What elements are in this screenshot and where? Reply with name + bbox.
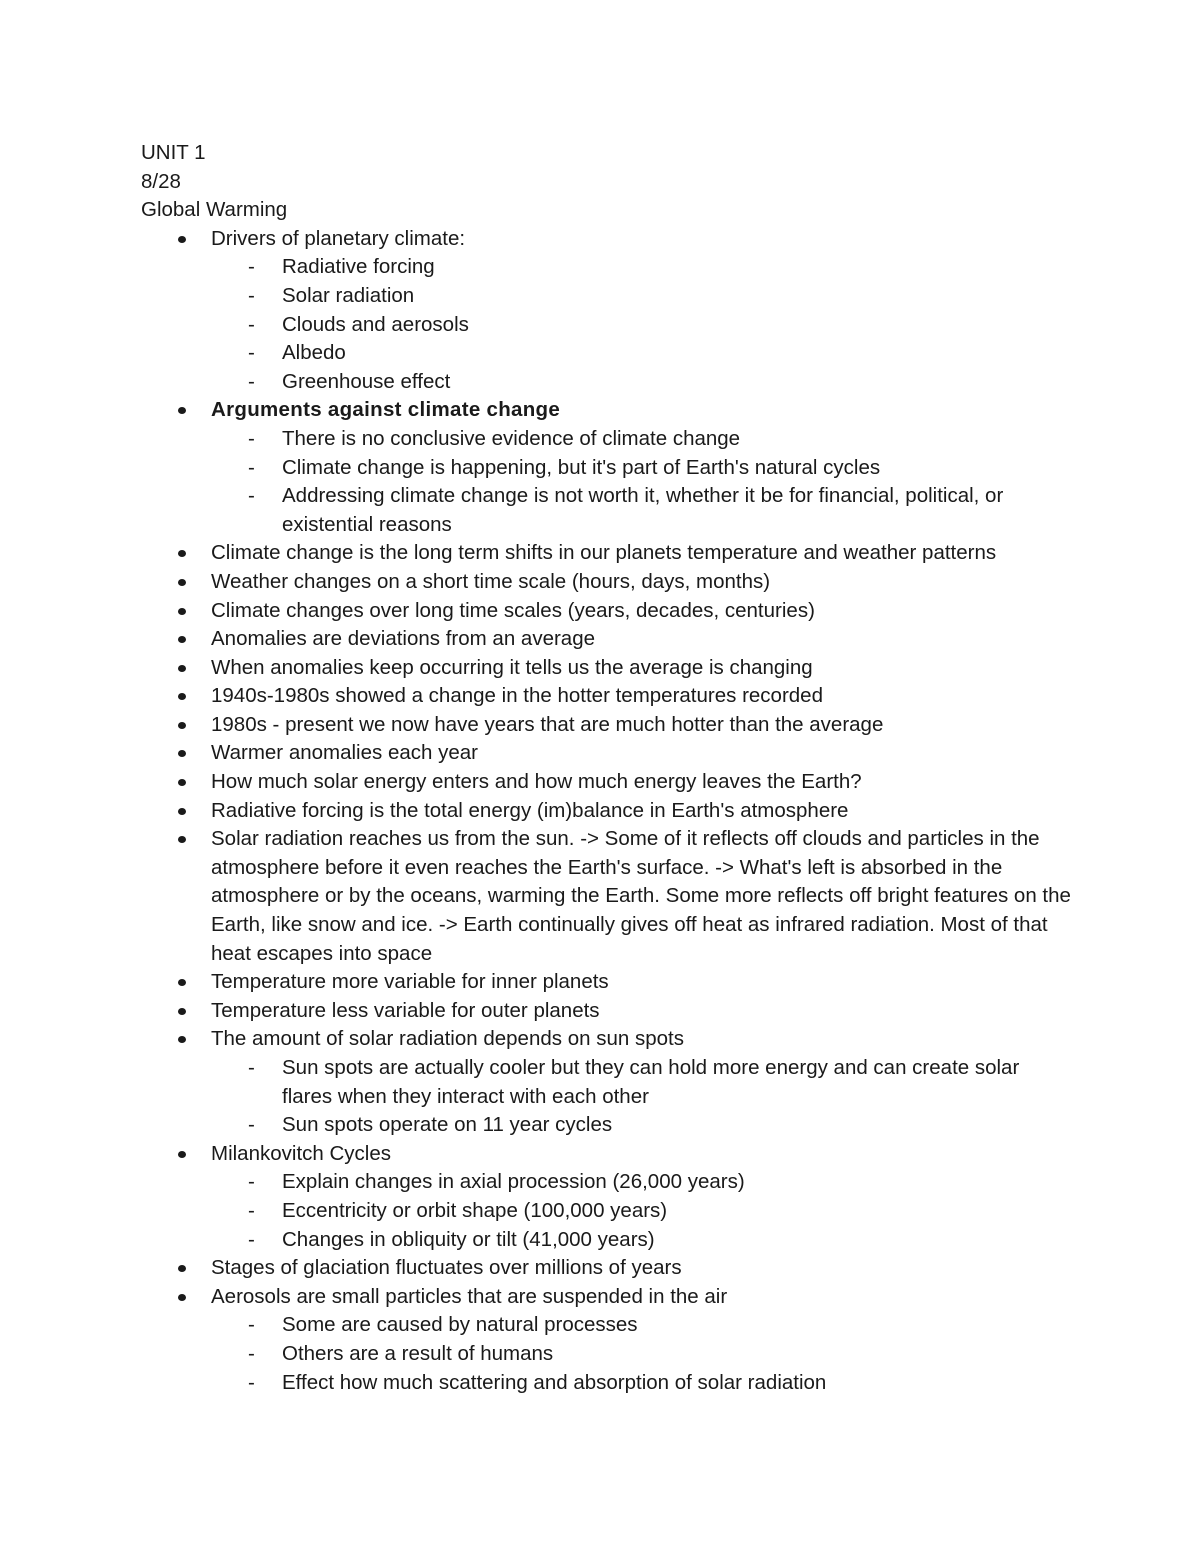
sub-list-item <box>141 253 1081 282</box>
list-item <box>141 768 1081 797</box>
bullet-dot-icon <box>178 665 186 672</box>
list-item <box>141 1283 1081 1312</box>
unit-heading: UNIT 1 <box>141 141 206 164</box>
list-item <box>141 1254 1081 1283</box>
bullet-dot-icon <box>178 1036 186 1043</box>
list-item-text: When anomalies keep occurring it tells us the average is changing <box>211 655 813 679</box>
dash-marker-icon: - <box>248 1370 255 1394</box>
bullet-dot-icon <box>178 1265 186 1272</box>
list-item <box>141 396 1081 425</box>
list-item <box>141 711 1081 740</box>
dash-marker-icon: - <box>248 1313 255 1337</box>
bullet-dot-icon <box>178 979 186 986</box>
sub-list-item <box>141 1369 1081 1398</box>
bullet-dot-icon <box>178 550 186 557</box>
bullet-dot-icon <box>178 608 186 615</box>
sub-list-item-text: There is no conclusive evidence of climate change <box>282 426 741 450</box>
sub-list-item <box>141 425 1081 454</box>
sub-list-item <box>141 1226 1081 1255</box>
sub-list-item-text: Eccentricity or orbit shape (100,000 years) <box>282 1198 668 1222</box>
list-item-text: How much solar energy enters and how much energy leaves the Earth? <box>211 770 862 794</box>
dash-marker-icon: - <box>248 341 255 365</box>
sub-list-item-text: Explain changes in axial procession (26,000 years) <box>282 1170 745 1194</box>
list-item-text: Temperature more variable for inner planets <box>211 970 609 994</box>
list-item-text: Warmer anomalies each year <box>211 741 478 765</box>
sub-list-item <box>141 1311 1081 1340</box>
dash-marker-icon: - <box>248 1170 255 1194</box>
sub-list-item-text: Addressing climate change is not worth it, whether it be for financial, political, or existential reasons <box>282 484 1004 536</box>
list-item <box>141 568 1081 597</box>
list-item-text: The amount of solar radiation depends on sun spots <box>211 1027 684 1051</box>
sub-list-item-text: Radiative forcing <box>282 255 435 279</box>
sub-list-item-text: Greenhouse effect <box>282 369 451 393</box>
list-item-text: Climate change is the long term shifts in our planets temperature and weather patterns <box>211 541 997 565</box>
sub-list-item-text: Clouds and aerosols <box>282 312 469 336</box>
list-item <box>141 797 1081 826</box>
dash-marker-icon: - <box>248 1227 255 1251</box>
list-item-text: 1980s - present we now have years that are much hotter than the average <box>211 712 884 736</box>
dash-marker-icon: - <box>248 426 255 450</box>
dash-marker-icon: - <box>248 255 255 279</box>
list-item-text: 1940s-1980s showed a change in the hotter temperatures recorded <box>211 684 823 708</box>
list-item <box>141 539 1081 568</box>
sub-list-item-text: Changes in obliquity or tilt (41,000 years) <box>282 1227 655 1251</box>
dash-marker-icon: - <box>248 1198 255 1222</box>
list-item <box>141 1025 1081 1054</box>
notes-body <box>141 139 1081 1397</box>
list-item-text: Solar radiation reaches us from the sun. -> Some of it reflects off clouds and particles in the atmosphere before it even reaches the Earth's surface. -> What's left is absorbed in the atmosphere or by the oceans, warming the Earth. Some more reflects off bright features on the Earth, like snow and ice. -> Earth continually gives off heat as infrared radiation. Most of that heat escapes into space <box>211 827 1071 965</box>
list-item-text: Stages of glaciation fluctuates over millions of years <box>211 1256 682 1280</box>
sub-list-item-text: Sun spots are actually cooler but they can hold more energy and can create solar flares when they interact with each other <box>282 1056 1020 1108</box>
bullet-dot-icon <box>178 836 186 843</box>
dash-marker-icon: - <box>248 484 255 508</box>
sub-list-item <box>141 1054 1081 1111</box>
dash-marker-icon: - <box>248 1341 255 1365</box>
list-item-text: Milankovitch Cycles <box>211 1141 391 1165</box>
bullet-dot-icon <box>178 722 186 729</box>
list-item <box>141 739 1081 768</box>
bullet-dot-icon <box>178 808 186 815</box>
dash-marker-icon: - <box>248 369 255 393</box>
sub-list-item <box>141 454 1081 483</box>
sub-list-item-text: Effect how much scattering and absorption of solar radiation <box>282 1370 827 1394</box>
bullet-dot-icon <box>178 236 186 243</box>
list-item-text: Temperature less variable for outer planets <box>211 998 600 1022</box>
bullet-dot-icon <box>178 636 186 643</box>
list-item-text: Radiative forcing is the total energy (im)balance in Earth's atmosphere <box>211 798 849 822</box>
bullet-dot-icon <box>178 750 186 757</box>
date-line: 8/28 <box>141 169 181 193</box>
sub-list-item <box>141 482 1081 539</box>
sub-list-item <box>141 311 1081 340</box>
sub-list-item-text: Some are caused by natural processes <box>282 1313 638 1337</box>
sub-list-item <box>141 1111 1081 1140</box>
list-item <box>141 625 1081 654</box>
bullet-dot-icon <box>178 579 186 586</box>
list-item <box>141 997 1081 1026</box>
list-item <box>141 825 1081 968</box>
list-item-text: Aerosols are small particles that are suspended in the air <box>211 1284 728 1308</box>
list-item <box>141 968 1081 997</box>
sub-list-item-text: Climate change is happening, but it's part of Earth's natural cycles <box>282 455 881 479</box>
sub-list-item-text: Albedo <box>282 341 346 365</box>
list-item-text: Weather changes on a short time scale (hours, days, months) <box>211 569 771 593</box>
sub-list-item <box>141 368 1081 397</box>
bullet-dot-icon <box>178 1294 186 1301</box>
sub-list-item-text: Solar radiation <box>282 283 415 307</box>
bullet-dot-icon <box>178 779 186 786</box>
list-item-text: Drivers of planetary climate: <box>211 226 466 250</box>
bullet-list <box>141 225 1081 1397</box>
topic-title: Global Warming <box>141 198 288 222</box>
list-item-text: Climate changes over long time scales (years, decades, centuries) <box>211 598 815 622</box>
list-item-text: Arguments against climate change <box>211 398 561 422</box>
list-item <box>141 1140 1081 1169</box>
sub-list-item <box>141 1340 1081 1369</box>
dash-marker-icon: - <box>248 1056 255 1079</box>
dash-marker-icon: - <box>248 283 255 307</box>
sub-list-item-text: Sun spots operate on 11 year cycles <box>282 1113 613 1137</box>
sub-list-item <box>141 1197 1081 1226</box>
sub-list-item <box>141 1168 1081 1197</box>
dash-marker-icon: - <box>248 312 255 336</box>
list-item-text: Anomalies are deviations from an average <box>211 627 596 651</box>
list-item <box>141 682 1081 711</box>
sub-list-item <box>141 282 1081 311</box>
bullet-dot-icon <box>178 407 186 414</box>
bullet-dot-icon <box>178 1008 186 1015</box>
sub-list-item <box>141 339 1081 368</box>
dash-marker-icon: - <box>248 455 255 479</box>
list-item <box>141 654 1081 683</box>
sub-list-item-text: Others are a result of humans <box>282 1341 554 1365</box>
list-item <box>141 225 1081 254</box>
bullet-dot-icon <box>178 693 186 700</box>
bullet-dot-icon <box>178 1151 186 1158</box>
dash-marker-icon: - <box>248 1113 255 1137</box>
list-item <box>141 597 1081 626</box>
